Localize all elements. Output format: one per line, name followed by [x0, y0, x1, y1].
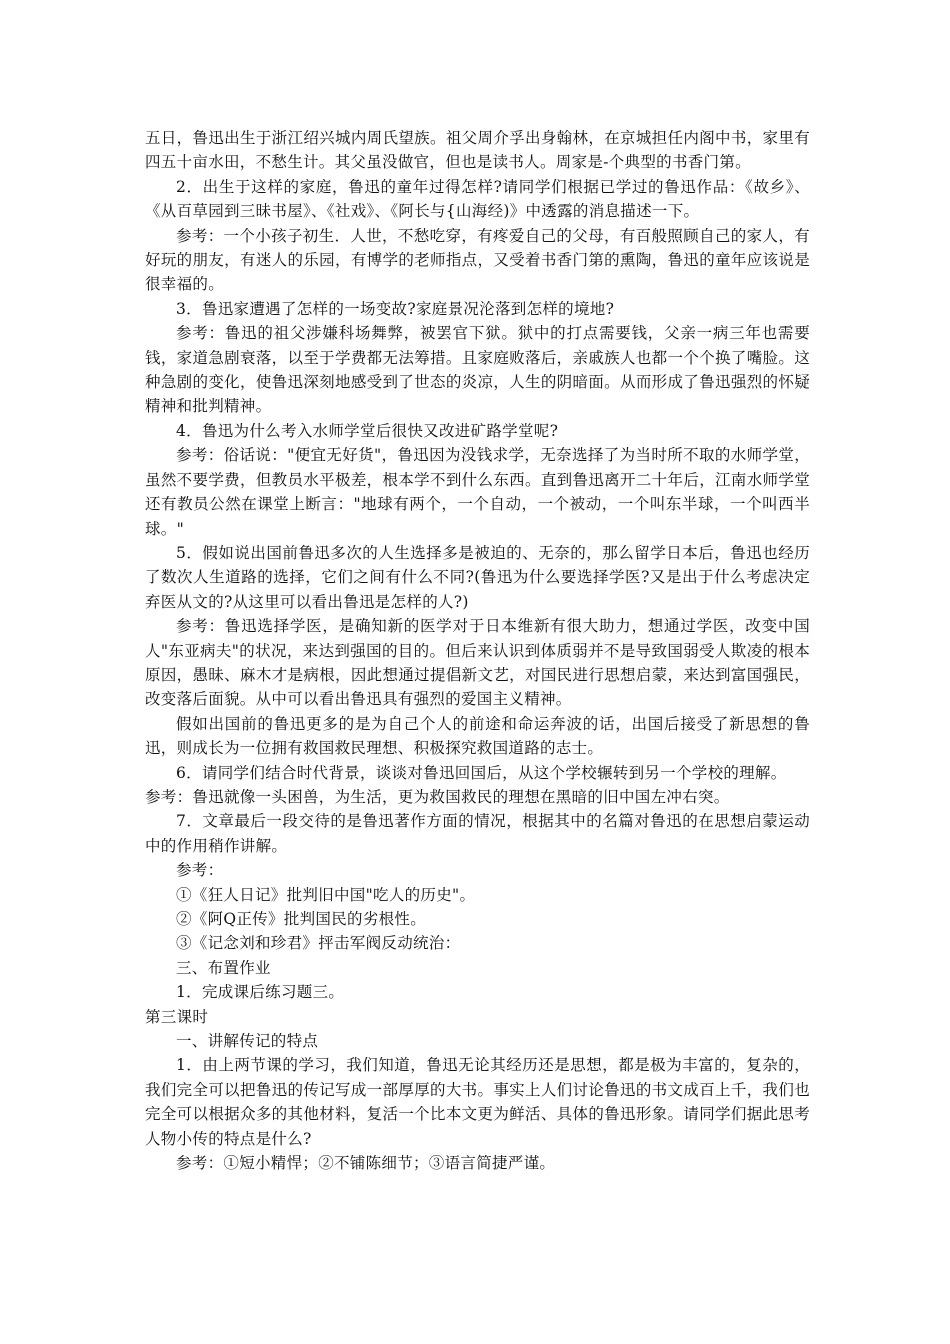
lesson-three-heading: 第三课时	[145, 1007, 209, 1026]
answer-7-item-2: ②《阿Q正传》批判国民的劣根性。	[176, 910, 427, 928]
question-3: 3．鲁迅家遭遇了怎样的一场变故?家庭景况沦落到怎样的境地?	[176, 299, 615, 318]
question-4: 4．鲁迅为什么考入水师学堂后很快又改进矿路学堂呢?	[176, 421, 559, 440]
biography-question-1: 1．由上两节课的学习，我们知道，鲁迅无论其经历还是思想，都是极为丰富的，复杂的，我们完全可以把鲁迅的传记写成一部厚厚的大书。事实上人们讨论鲁迅的书文成百上千，我们也完全可以根据众多的其他材料，复活一个比本文更为鲜活、具体的鲁迅形象。请同学们据此思考人物小传的特点是什么?	[145, 1056, 810, 1148]
answer-5: 参考：鲁迅选择学医，是确知新的医学对于日本维新有很大助力，想通过学医，改变中国人"东亚病夫"的状况，来达到强国的目的。但后来认识到体质弱并不是导致国弱受人欺凌的根本原因，愚昧、麻木才是病根，因此想通过提倡新文艺，对国民进行思想启蒙，来达到富国强民，改变落后面貌。从中可以看出鲁迅具有强烈的爱国主义精神。	[145, 617, 810, 709]
homework-item-1: 1．完成课后练习题三。	[176, 983, 345, 1002]
section-biography-heading: 一、讲解传记的特点	[176, 1032, 319, 1051]
answer-7-label: 参考：	[176, 861, 224, 880]
section-homework-heading: 三、布置作业	[176, 958, 271, 977]
answer-2: 参考：一个小孩子初生．人世，不愁吃穿，有疼爱自己的父母，有百般照顾自己的家人，有好玩的朋友，有迷人的乐园，有博学的老师指点，又受着书香门第的熏陶，鲁迅的童年应该说是很幸福的。	[145, 226, 810, 294]
answer-7-item-1: ①《狂人日记》批判旧中国"吃人的历史"。	[176, 885, 476, 904]
question-6: 6．请同学们结合时代背景，谈谈对鲁迅回国后，从这个学校辗转到另一个学校的理解。	[176, 763, 787, 782]
question-5: 5．假如说出国前鲁迅多次的人生选择多是被迫的、无奈的，那么留学日本后，鲁迅也经历了数次人生道路的选择，它们之间有什么不同?(鲁迅为什么要选择学医?又是出于什么考虑决定弃医从文的?从这里可以看出鲁迅是怎样的人?)	[145, 543, 810, 611]
answer-7-item-3: ③《记念刘和珍君》抨击军阀反动统治：	[176, 934, 461, 953]
answer-3: 参考：鲁迅的祖父涉嫌科场舞弊，被罢官下狱。狱中的打点需要钱，父亲一病三年也需要钱，家道急剧衰落，以至于学费都无法筹措。且家庭败落后，亲戚族人也都一个个换了嘴脸。这种急剧的变化，使鲁迅深刻地感受到了世态的炎凉，人生的阴暗面。从而形成了鲁迅强烈的怀疑精神和批判精神。	[145, 324, 810, 416]
question-2: 2．出生于这样的家庭，鲁迅的童年过得怎样?请同学们根据已学过的鲁迅作品：《故乡》、《从百草园到三昧书屋》、《社戏》、《阿长与{山海经)》中透露的消息描述一下。	[145, 177, 810, 221]
answer-4: 参考：俗话说："便宜无好货"，鲁迅因为没钱求学，无奈选择了为当时所不取的水师学堂，虽然不要学费，但教员水平极差，根本学不到什么东西。直到鲁迅离开二十年后，江南水师学堂还有教员公然在课堂上断言："地球有两个，一个自动，一个被动，一个叫东半球，一个叫西半球。"	[145, 446, 810, 538]
answer-5-continued: 假如出国前的鲁迅更多的是为自己个人的前途和命运奔波的话，出国后接受了新思想的鲁迅，则成长为一位拥有救国救民理想、积极探究救国道路的志士。	[145, 714, 810, 758]
question-7: 7．文章最后一段交待的是鲁迅著作方面的情况，根据其中的名篇对鲁迅的在思想启蒙运动中的作用稍作讲解。	[145, 812, 810, 855]
answer-6: 参考：鲁迅就像一头困兽，为生活，更为救国救民的理想在黑暗的旧中国左冲右突。	[145, 787, 730, 806]
paragraph-family-background: 五日，鲁迅出生于浙江绍兴城内周氏望族。祖父周介孚出身翰林，在京城担任内阁中书，家里有四五十亩水田，不愁生计。其父虽没做官，但也是读书人。周家是-个典型的书香门第。	[145, 129, 810, 172]
document-body	[145, 126, 810, 1175]
biography-answer-1: 参考：①短小精悍；②不铺陈细节；③语言简捷严谨。	[176, 1154, 556, 1173]
